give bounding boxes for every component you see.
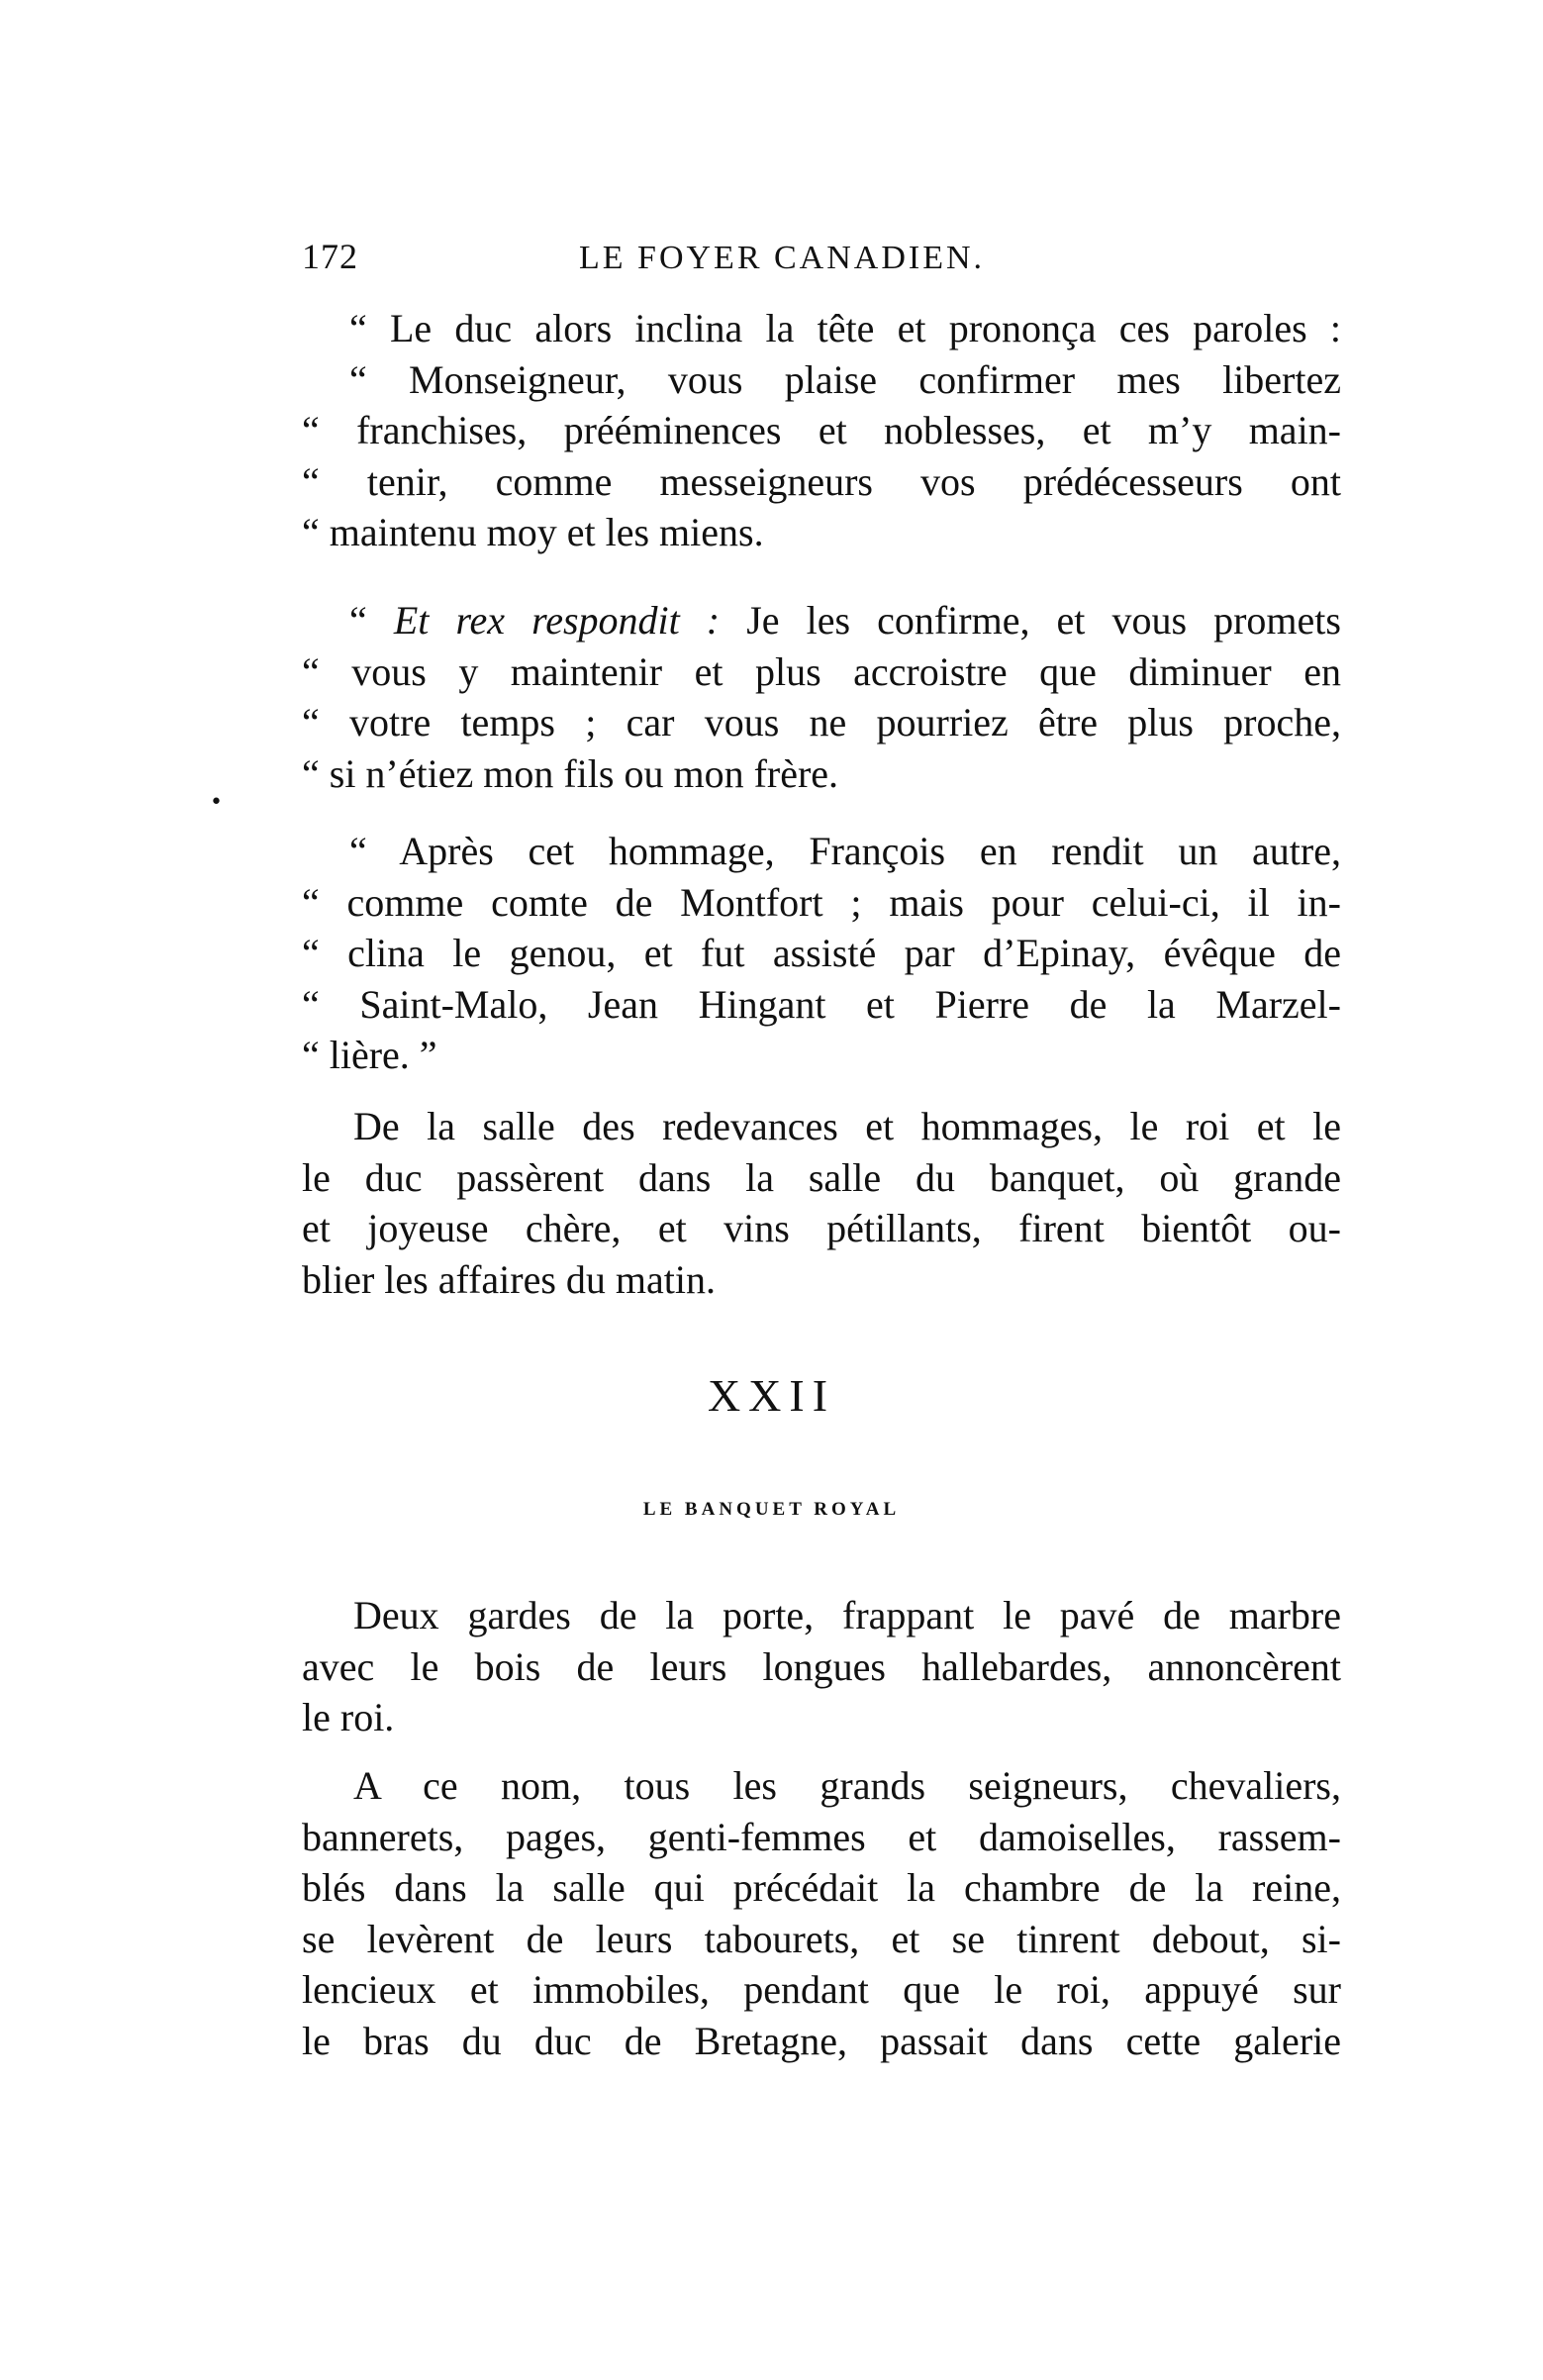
text-line: “ vous y maintenir et plus accroistre que diminuer en: [302, 648, 1341, 694]
text-line: “ clina le genou, et fut assisté par d’Epinay, évêque de: [302, 931, 1341, 975]
text-line: le duc passèrent dans la salle du banquet, où grande: [302, 1154, 1341, 1200]
text-line: “ Saint-Malo, Jean Hingant et Pierre de la Marzel-: [302, 981, 1341, 1027]
text-line: blés dans la salle qui précédait la chambre de la reine,: [302, 1865, 1341, 1910]
page-number: 172: [302, 237, 358, 276]
chapter-title: LE BANQUET ROYAL: [642, 1499, 901, 1520]
text-fragment: Je les confirme, et vous promets: [720, 598, 1341, 643]
text-line: blier les affaires du matin.: [302, 1256, 717, 1302]
text-line: “ maintenu moy et les miens.: [302, 510, 764, 554]
chapter-number: XXII: [707, 1370, 836, 1421]
page-header: [302, 236, 1341, 285]
running-title: LE FOYER CANADIEN.: [579, 240, 986, 276]
text-line: “ franchises, prééminences et noblesses, et m’y main-: [302, 408, 1341, 452]
text-line: De la salle des redevances et hommages, le roi et le: [353, 1104, 1341, 1148]
text-line: se levèrent de leurs tabourets, et se tinrent debout, si-: [302, 1916, 1341, 1961]
marginal-dot-mark: •: [210, 790, 223, 815]
paragraph-salle-banquet: [302, 1101, 1341, 1305]
text-line: “ comme comte de Montfort ; mais pour celui-ci, il in-: [302, 879, 1341, 925]
text-line: [302, 595, 1341, 646]
text-line: A ce nom, tous les grands seigneurs, chevaliers,: [353, 1763, 1341, 1808]
text-line: “ Le duc alors inclina la tête et prononça ces paroles :: [349, 306, 1341, 350]
text-line: “ Après cet hommage, François en rendit un autre,: [349, 829, 1341, 873]
paragraph-rex-respondit: [302, 595, 1341, 799]
text-line: “ lière. ”: [302, 1033, 437, 1077]
text-line: “ si n’étiez mon fils ou mon frère.: [302, 750, 839, 796]
paragraph-hommage-francois: [302, 826, 1341, 1081]
paragraph-duc-parole: [302, 303, 1341, 558]
quote-mark: “: [349, 598, 394, 643]
text-line: “ Monseigneur, vous plaise confirmer mes libertez: [349, 356, 1341, 402]
text-line: le bras du duc de Bretagne, passait dans cette galerie: [302, 2018, 1341, 2063]
text-line: Deux gardes de la porte, frappant le pavé de marbre: [353, 1593, 1341, 1637]
text-line: avec le bois de leurs longues hallebardes, annoncèrent: [302, 1643, 1341, 1689]
paragraph-gardes-porte: [302, 1590, 1341, 1743]
text-line: “ votre temps ; car vous ne pourriez être plus proche,: [302, 700, 1341, 744]
text-line: bannerets, pages, genti-femmes et damoiselles, rassem-: [302, 1814, 1341, 1859]
text-line: et joyeuse chère, et vins pétillants, firent bientôt ou-: [302, 1206, 1341, 1250]
text-line: le roi.: [302, 1695, 395, 1739]
text-line: lencieux et immobiles, pendant que le roi, appuyé sur: [302, 1967, 1341, 2012]
paragraph-grands-seigneurs: [302, 1760, 1341, 2066]
text-line: “ tenir, comme messeigneurs vos prédécesseurs ont: [302, 458, 1341, 504]
italic-latin-phrase: Et rex respondit :: [393, 598, 721, 643]
